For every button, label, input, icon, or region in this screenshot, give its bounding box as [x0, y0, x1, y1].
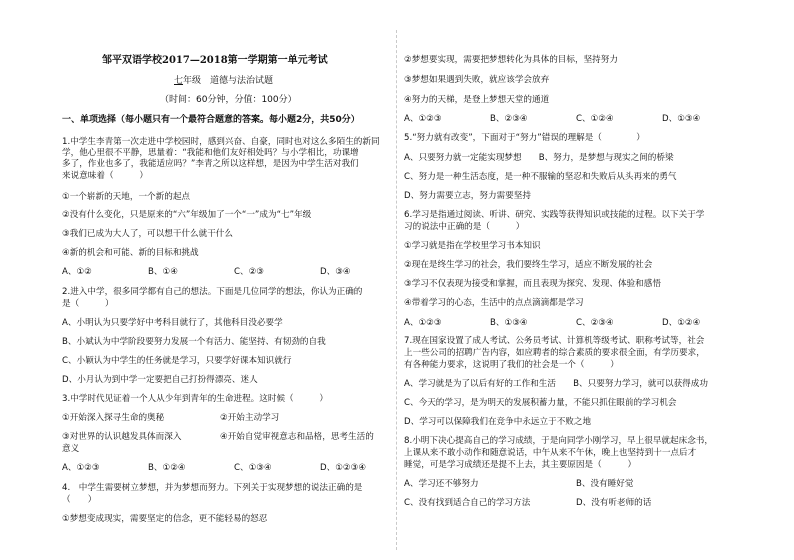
- q1-stem-line: 1.中学生李青第一次走进中学校园时，感到兴奋、自豪，同时也对这么多陌生的新同: [62, 137, 380, 147]
- q1-answer[interactable]: D、③④: [320, 267, 351, 277]
- q8-answer[interactable]: A、学习还不够努力: [404, 479, 479, 489]
- q3-option-wrap: 意义: [62, 444, 80, 454]
- q3-option: ②开始主动学习: [220, 413, 280, 423]
- q1-stem-line: 多了，作业也多了，我能适应吗？”李青之所以这样想，是因为中学生活对我们: [62, 159, 359, 169]
- q2-stem-line: 2.进入中学，很多同学都有自己的想法。下面是几位同学的想法，你认为正确的: [62, 287, 363, 297]
- q6-stem-line: 习的说法中正确的是（ ）: [404, 222, 525, 232]
- q4-stem-line: 4. 中学生需要树立梦想，并为梦想而努力。下列关于实现梦想的说法正确的是: [62, 483, 363, 493]
- q5-choice[interactable]: D、努力需要立志，努力需要坚持: [404, 191, 531, 201]
- q2-choice[interactable]: D、小月认为到中学一定要把自己打扮得漂亮、迷人: [62, 375, 258, 385]
- q3-answer[interactable]: A、①②③: [62, 463, 100, 473]
- section-one-title: 一、单项选择（每小题只有一个最符合题意的答案。每小题2分，共50分）: [62, 115, 360, 125]
- grade-number: 七: [174, 76, 184, 86]
- q7-stem-line: 7.现在国家设置了成人考试、公务员考试、计算机等级考试、职称考试等，社会: [404, 336, 705, 346]
- q7-stem-line: 有各种能力要求，这说明了我们的社会是一个（ ）: [404, 360, 619, 370]
- q5-choice[interactable]: C、努力是一种生活态度，是一种不服输的坚忍和失败后从头再来的勇气: [404, 172, 677, 182]
- q3-answer[interactable]: B、①②④: [148, 463, 186, 473]
- grade-subject: [174, 76, 273, 87]
- q8-stem-line: 上课从来不敢小动作和随意说话，中午从来不午休，晚上也坚持到十一点后才: [404, 448, 697, 458]
- q1-option: ②没有什么变化，只是原来的“六”年级加了一个“一”成为“七”年级: [62, 210, 312, 220]
- q7-choice[interactable]: C、今天的学习，是为明天的发展积蓄力量，不能只抓住眼前的学习机会: [404, 398, 677, 408]
- q4-answer[interactable]: B、②③④: [490, 114, 528, 124]
- column-divider: [396, 30, 397, 550]
- q3-answer[interactable]: C、①③④: [234, 463, 272, 473]
- q1-option: ①一个崭新的天地，一个新的起点: [62, 192, 191, 202]
- q6-answer[interactable]: B、①③④: [490, 318, 528, 328]
- q4-answer[interactable]: D、①③④: [662, 114, 701, 124]
- q1-answer[interactable]: A、①②: [62, 267, 92, 277]
- q4-option: ①梦想变成现实，需要坚定的信念，更不能轻易的怒忍: [62, 514, 268, 524]
- q8-answer[interactable]: B、没有睡好觉: [576, 479, 634, 489]
- grade-subject-text: 年级 道德与法治试题: [183, 76, 274, 86]
- q2-stem-line: 是（ ）: [62, 299, 114, 309]
- q8-stem-line: 8.小明下决心提高自己的学习成绩，于是向同学小刚学习，早上很早就起床念书，: [404, 436, 713, 446]
- q2-choice[interactable]: B、小斌认为中学阶段要努力发展一个有活力、能坚持、有韧劲的自我: [62, 337, 326, 347]
- q3-answer[interactable]: D、①②③④: [320, 463, 367, 473]
- q6-answer[interactable]: A、①②③: [404, 318, 442, 328]
- q1-answer[interactable]: C、②③: [234, 267, 265, 277]
- q1-option: ③我们已成为大人了，可以想干什么就干什么: [62, 229, 233, 239]
- q6-stem-line: 6.学习是指通过阅读、听讲、研究、实践等获得知识或技能的过程。以下关于学: [404, 210, 705, 220]
- q3-option: ③对世界的认识越发具体而深入: [62, 432, 182, 442]
- q4-option: ③梦想如果遇到失败，就应该学会放弃: [404, 75, 550, 85]
- exam-title: 邹平双语学校2017—2018第一学期第一单元考试: [102, 55, 328, 66]
- q7-choice[interactable]: D、学习可以保障我们在竞争中永远立于不败之地: [404, 417, 592, 427]
- q8-stem-line: 睡觉，可是学习成绩还是提不上去，其主要原因是（ ）: [404, 460, 637, 470]
- q4-option: ②梦想要实现，需要把梦想转化为具体的目标，坚持努力: [404, 55, 618, 65]
- q4-stem-line: （ ）: [62, 495, 97, 505]
- q3-option: ④开始自觉审视意志和品格，思考生活的: [220, 432, 374, 442]
- q1-stem-line: 来说意味着（ ）: [62, 171, 148, 181]
- q1-answer[interactable]: B、①④: [148, 267, 178, 277]
- q8-answer[interactable]: C、没有找到适合自己的学习方法: [404, 498, 531, 508]
- q6-option: ②现在是终生学习的社会，我们要终生学习，适应不断发展的社会: [404, 260, 653, 270]
- q6-option: ③学习不仅表现为接受和掌握，而且表现为探究、发现、体验和感悟: [404, 279, 661, 289]
- q6-answer[interactable]: D、①②④: [662, 318, 701, 328]
- q2-choice[interactable]: A、小明认为只要学好中考科目就行了，其他科目没必要学: [62, 318, 283, 328]
- q7-choice[interactable]: A、学习就是为了以后有好的工作和生活 B、只要努力学习，就可以获得成功: [404, 379, 708, 389]
- q1-stem-line: 学，他心里很不平静，思量着：“我能和他们友好相处吗？与小学相比，功课增: [62, 148, 359, 158]
- q4-answer[interactable]: C、①②④: [576, 114, 614, 124]
- q2-choice[interactable]: C、小颖认为中学生的任务就是学习，只要学好课本知识就行: [62, 356, 292, 366]
- q4-option: ④努力的天梯，是登上梦想天堂的通道: [404, 95, 550, 105]
- q3-stem: 3.中学时代见证着一个人从少年到青年的生命进程。这时候（ ）: [62, 394, 329, 404]
- q5-stem: 5.“努力就有改变”，下面对于“努力”错误的理解是（ ）: [404, 133, 645, 143]
- q5-choice[interactable]: A、只要努力就一定能实现梦想 B、努力，是梦想与现实之间的桥梁: [404, 153, 674, 163]
- time-score: （时间：60分钟，分值：100分）: [160, 95, 297, 105]
- q8-answer[interactable]: D、没有听老师的话: [576, 498, 652, 508]
- q1-option: ④新的机会和可能、新的目标和挑战: [62, 248, 199, 258]
- q3-option: ①开始深入探寻生命的奥秘: [62, 413, 165, 423]
- q6-answer[interactable]: C、②③④: [576, 318, 614, 328]
- q4-answer[interactable]: A、①②③: [404, 114, 442, 124]
- q6-option: ①学习就是指在学校里学习书本知识: [404, 241, 541, 251]
- q6-option: ④带着学习的心态，生活中的点点滴滴都是学习: [404, 298, 584, 308]
- q7-stem-line: 上一些公司的招聘广告内容，如应聘者的综合素质的要求很全面，有学历要求，: [404, 348, 705, 358]
